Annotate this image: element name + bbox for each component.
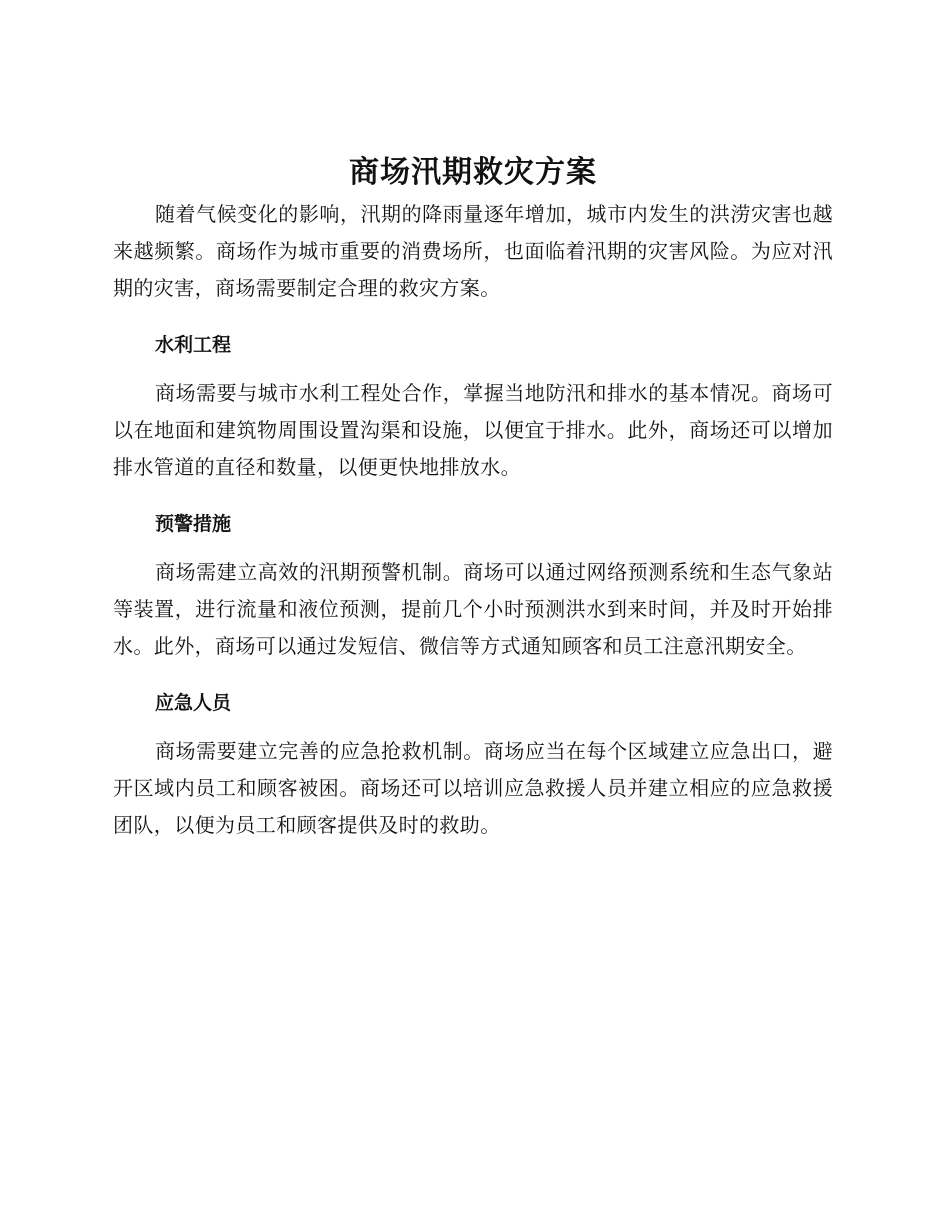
section-body-emergency-personnel: 商场需要建立完善的应急抢救机制。商场应当在每个区域建立应急出口，避开区域内员工和顾客被困。商场还可以培训应急救援人员并建立相应的应急救援团队，以便为员工和顾客提供及时的救助。	[113, 739, 833, 837]
section-heading-emergency-personnel: 应急人员	[155, 692, 232, 714]
section-heading-early-warning: 预警措施	[155, 513, 232, 535]
document-title: 商场汛期救灾方案	[349, 155, 597, 190]
intro-paragraph: 随着气候变化的影响，汛期的降雨量逐年增加，城市内发生的洪涝灾害也越来越频繁。商场作为城市重要的消费场所，也面临着汛期的灾害风险。为应对汛期的灾害，商场需要制定合理的救灾方案。	[113, 202, 833, 300]
document-page	[113, 152, 833, 844]
section-body-early-warning: 商场需建立高效的汛期预警机制。商场可以通过网络预测系统和生态气象站等装置，进行流量和液位预测，提前几个小时预测洪水到来时间，并及时开始排水。此外，商场可以通过发短信、微信等方式通知顾客和员工注意汛期安全。	[113, 560, 833, 658]
section-heading-water-engineering: 水利工程	[155, 334, 232, 356]
section-body-water-engineering: 商场需要与城市水利工程处合作，掌握当地防汛和排水的基本情况。商场可以在地面和建筑物周围设置沟渠和设施，以便宜于排水。此外，商场还可以增加排水管道的直径和数量，以便更快地排放水。	[113, 381, 833, 479]
